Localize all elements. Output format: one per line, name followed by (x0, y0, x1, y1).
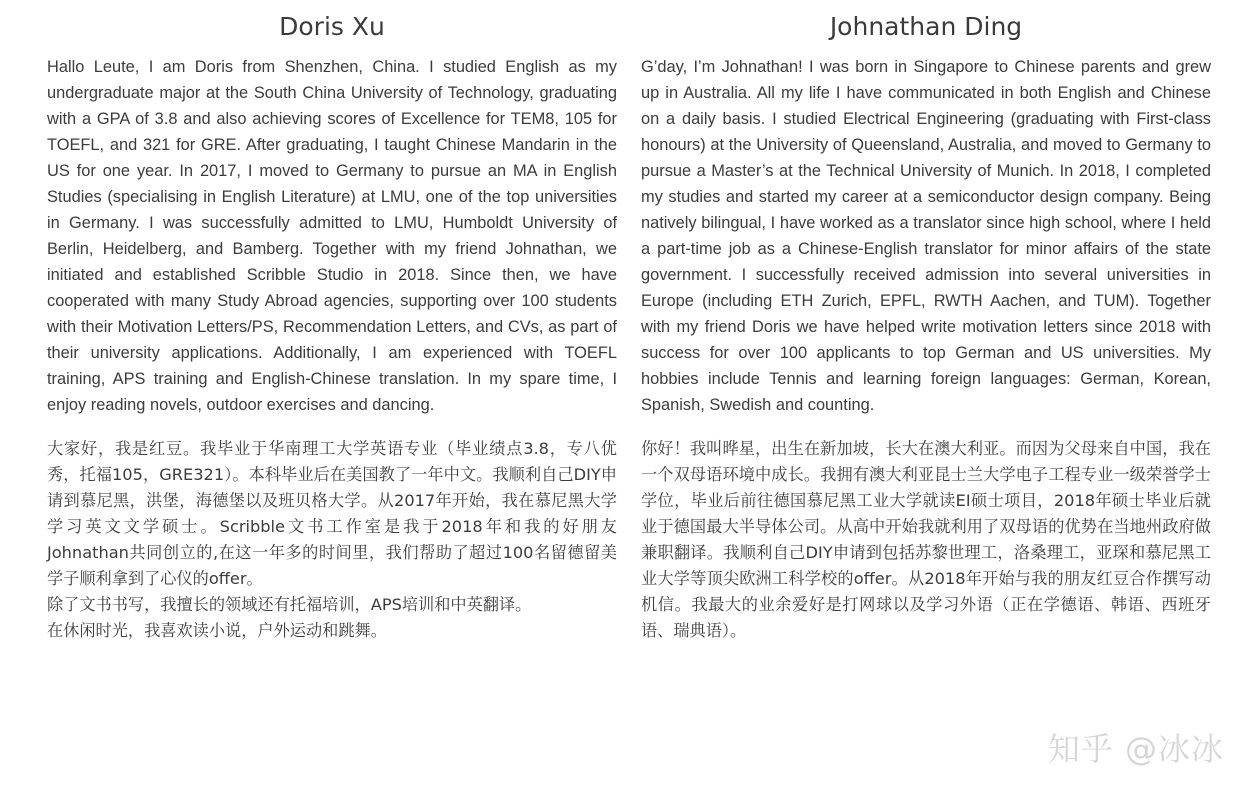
bio-chinese-paragraph: 除了文书书写，我擅长的领域还有托福培训，APS培训和中英翻译。 (47, 595, 532, 614)
bio-chinese-paragraph: 在休闲时光，我喜欢读小说，户外运动和跳舞。 (47, 621, 387, 640)
bio-english: Hallo Leute, I am Doris from Shenzhen, China. I studied English as my undergraduate major at the South China University of Technology, graduating with a GPA of 3.8 and also achieving scores of Excellence for TEM8, 105 for TOEFL, and 321 for GRE. After graduating, I taught Chinese Mandarin in the US for one year. In 2017, I moved to Germany to pursue an MA in English Studies (specialising in English Literature) at LMU, one of the top universities in Germany. I was successfully admitted to LMU, Humboldt University of Berlin, Heidelberg, and Bamberg. Together with my friend Johnathan, we initiated and established Scribble Studio in 2018. Since then, we have cooperated with many Study Abroad agencies, supporting over 100 students with their Motivation Letters/PS, Recommendation Letters, and CVs, as part of their university applications. Additionally, I am experienced with TOEFL training, APS training and English-Chinese translation. In my spare time, I enjoy reading novels, outdoor exercises and dancing. (47, 58, 617, 414)
bio-chinese-paragraph: 大家好，我是红豆。我毕业于华南理工大学英语专业（毕业绩点3.8，专八优秀，托福105，GRE321）。本科毕业后在美国教了一年中文。我顺利自己DIY申请到慕尼黑，洪堡，海德堡以及班贝格大学。从2017年开始，我在慕尼黑大学学习英文文学硕士。Scribble文书工作室是我于2018年和我的好朋友Johnathan共同创立的,在这一年多的时间里，我们帮助了超过100名留德留美学子顺利拿到了心仪的offer。 (47, 439, 617, 588)
bio-chinese-paragraph: 你好！我叫晔星，出生在新加坡，长大在澳大利亚。而因为父母来自中国，我在一个双母语环境中成长。我拥有澳大利亚昆士兰大学电子工程专业一级荣誉学士学位，毕业后前往德国慕尼黑工业大学就读EI硕士项目，2018年硕士毕业后就业于德国最大半导体公司。从高中开始我就利用了双母语的优势在当地州政府做兼职翻译。我顺利自己DIY申请到包括苏黎世理工，洛桑理工，亚琛和慕尼黑工业大学等顶尖欧洲工科学校的offer。从2018年开始与我的朋友红豆合作撰写动机信。我最大的业余爱好是打网球以及学习外语（正在学德语、韩语、西班牙语、瑞典语）。 (641, 439, 1211, 640)
bio-english: G’day, I’m Johnathan! I was born in Singapore to Chinese parents and grew up in Australia. All my life I have communicated in both English and Chinese on a daily basis. I studied Electrical Engineering (graduating with First-class honours) at the University of Queensland, Australia, and moved to Germany to pursue a Master’s at the Technical University of Munich. In 2018, I completed my studies and started my career at a semiconductor design company. Being natively bilingual, I have worked as a translator since high school, where I held a part-time job as a Chinese-English translator for minor affairs of the state government. I successfully received admission into several universities in Europe (including ETH Zurich, EPFL, RWTH Aachen, and TUM). Together with my friend Doris we have helped write motivation letters since 2018 with success for over 100 applicants to top German and US universities. My hobbies include Tennis and learning foreign languages: German, Korean, Spanish, Swedish and counting. (641, 58, 1211, 414)
profile-doris (47, 8, 617, 644)
profile-name: Doris Xu (279, 12, 385, 41)
profile-johnathan (641, 8, 1211, 644)
zhihu-watermark: 知乎 @冰冰 (1047, 730, 1224, 768)
bio-chinese (641, 436, 1211, 644)
bio-chinese (47, 436, 617, 644)
profile-name: Johnathan Ding (829, 12, 1023, 41)
